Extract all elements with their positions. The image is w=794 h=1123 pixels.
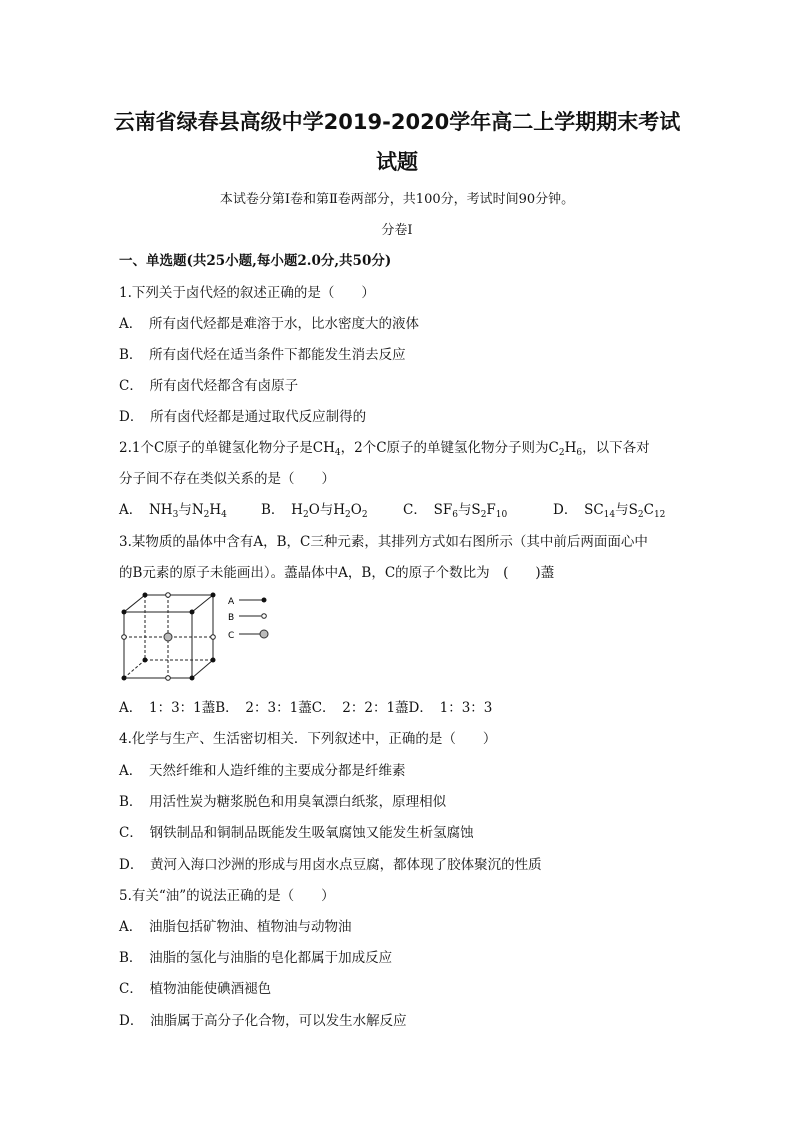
question-1-option-d: D． 所有卤代烃都是通过取代反应制得的 [119,409,367,425]
question-5-option-b: B． 油脂的氢化与油脂的皂化都属于加成反应 [119,950,393,966]
question-4-option-c: C． 钢铁制品和铜制品既能发生吸氧腐蚀又能发生析氢腐蚀 [119,825,474,841]
question-4-option-b: B． 用活性炭为糖浆脱色和用臭氧漂白纸浆，原理相似 [119,794,447,810]
svg-text:C: C [228,631,235,641]
question-2-stem-line2: 分子间不存在类似关系的是（ ） [119,471,335,487]
document-title: 云南省绿春县高级中学2019-2020学年高二上学期期末考试 [113,110,681,134]
question-1-option-b: B． 所有卤代烃在适当条件下都能发生消去反应 [119,347,406,363]
question-4-option-a: A． 天然纤维和人造纤维的主要成分都是纤维素 [119,763,406,779]
question-1-option-c: C． 所有卤代烃都含有卤原子 [119,378,299,394]
question-4-stem: 4.化学与生产、生活密切相关．下列叙述中，正确的是（ ） [119,731,497,747]
question-1-stem: 1.下列关于卤代烃的叙述正确的是（ ） [119,285,375,301]
crystal-structure-figure [118,590,288,694]
question-5-option-d: D． 油脂属于高分子化合物，可以发生水解反应 [119,1013,407,1029]
question-5-stem: 5.有关“油”的说法正确的是（ ） [119,888,335,904]
question-1-option-a: A． 所有卤代烃都是难溶于水，比水密度大的液体 [119,316,419,332]
section-label: 分卷I [381,223,413,238]
crystal-cube-diagram [118,590,288,690]
section-heading: 一、单选题(共25小题,每小题2.0分,共50分) [119,253,392,269]
document-title-continued: 试题 [376,150,418,174]
question-5-option-c: C． 植物油能使碘酒褪色 [119,981,272,997]
question-2-option-c: C． $SF_6$与$S_2F_{10}$ [403,502,508,520]
question-4-option-d: D． 黄河入海口沙洲的形成与用卤水点豆腐，都体现了胶体聚沉的性质 [119,857,542,873]
question-2-option-d: D． $SC_{14}$与$S_2C_{12}$ [553,502,666,520]
svg-text:A: A [228,597,235,607]
question-2-option-b: B． $H_2O$与$H_2O_2$ [261,502,368,520]
svg-text:B: B [228,613,235,623]
question-2-stem: 2.1个C原子的单键氢化物分子是$CH_4$，2个C原子的单键氢化物分子则为$C_2H_6$，以下各对 [119,440,650,458]
question-3-stem-line2: 的B元素的原子未能画出）。藎晶体中A，B，C的原子个数比为 ( )藎 [119,565,555,581]
exam-intro: 本试卷分第Ⅰ卷和第Ⅱ卷两部分，共100分，考试时间90分钟。 [219,192,575,207]
question-5-option-a: A． 油脂包括矿物油、植物油与动物油 [119,919,352,935]
question-3-stem: 3.某物质的晶体中含有A，B，C三种元素，其排列方式如右图所示（其中前后两面面心中 [119,534,648,550]
question-3-options: A． 1：3：1藎B． 2：3：1藎C． 2：2：1藎D． 1：3：3 [119,700,493,716]
question-2-option-a: A． $NH_3$与$N_2H_4$ [119,502,227,520]
